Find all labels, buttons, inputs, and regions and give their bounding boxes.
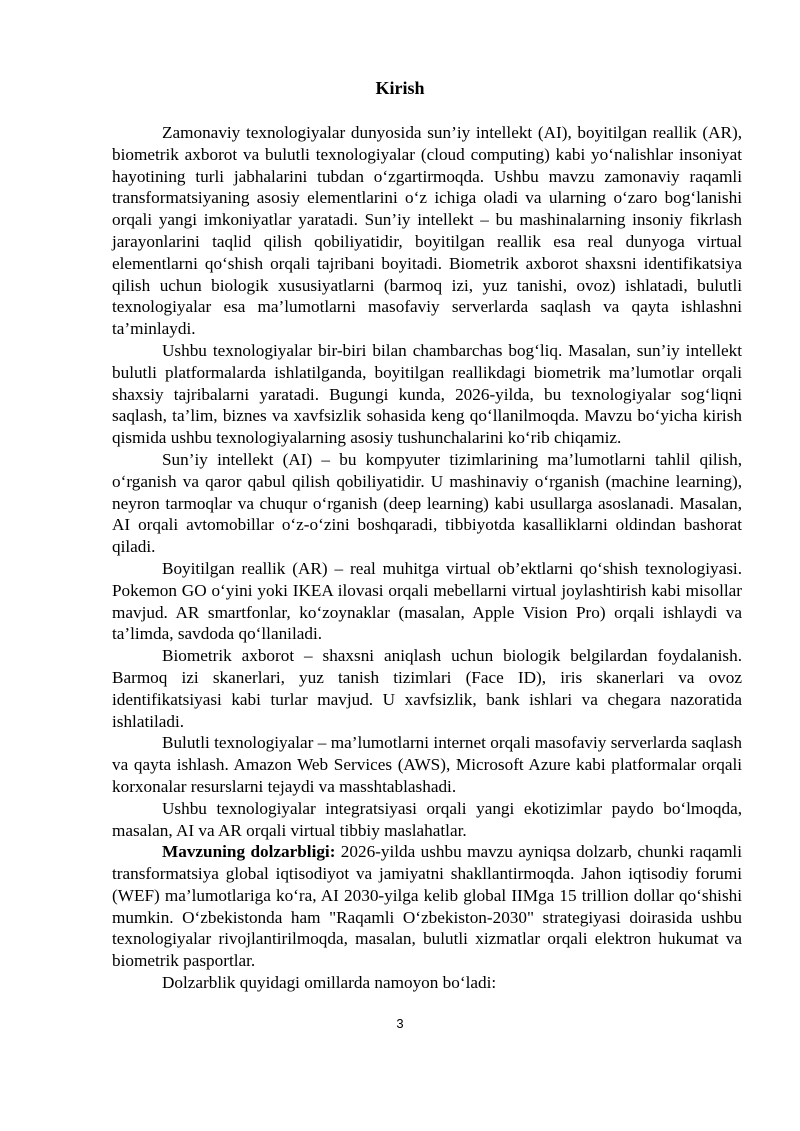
paragraph-6-text: Bulutli texnologiyalar – ma’lumotlarni internet orqali masofaviy serverlarda saqlash va qayta ishlash. Amazon Web Services (AWS), Microsoft Azure kabi platformalar orqali korxonalar resurslarni tejaydi va masshtablashadi. — [112, 733, 742, 796]
paragraph-2-text: Ushbu texnologiyalar bir-biri bilan chambarchas bog‘liq. Masalan, sun’iy intellekt bulutli platformalarda ishlatilganda, boyitilgan reallikdagi biometrik ma’lumotlar orqali shaxsiy tajribalarni yaratadi. Bugungi kunda, 2026-yilda, bu texnologiyalar sog‘liqni saqlash, ta’lim, biznes va xavfsizlik sohasida keng qo‘llanilmoqda. Mavzu bo‘yicha kirish qismida ushbu texnologiyalarning asosiy tushunchalarini ko‘rib chiqamiz. — [112, 340, 742, 448]
paragraph-5 — [112, 645, 742, 732]
body-text — [112, 122, 742, 994]
paragraph-7-text: Ushbu texnologiyalar integratsiyasi orqali yangi ekotizimlar paydo bo‘lmoqda, masalan, AI va AR orqali virtual tibbiy maslahatlar. — [112, 798, 742, 840]
page-title: Kirish — [375, 78, 425, 98]
paragraph-7 — [112, 798, 742, 842]
page-number: 3 — [396, 1016, 404, 1031]
paragraph-1 — [112, 122, 742, 340]
paragraph-4-text: Boyitilgan reallik (AR) – real muhitga virtual ob’ektlarni qo‘shish texnologiyasi. Pokemon GO o‘yini yoki IKEA ilovasi orqali mebellarni virtual joylashtirish kabi misollar mavjud. AR smartfonlar, ko‘zoynaklar (masalan, Apple Vision Pro) orqali ishlaydi va ta’limda, savdoda qo‘llaniladi. — [112, 558, 742, 644]
paragraph-9 — [112, 972, 742, 994]
paragraph-9-text: Dolzarblik quyidagi omillarda namoyon bo‘ladi: — [162, 973, 497, 993]
paragraph-3 — [112, 449, 742, 558]
paragraph-1-text: Zamonaviy texnologiyalar dunyosida sun’iy intellekt (AI), boyitilgan reallik (AR), biometrik axborot va bulutli texnologiyalar (cloud computing) kabi yo‘nalishlar insoniyat hayotining turli jabhalarini tubdan o‘zgartirmoqda. Ushbu mavzu zamonaviy raqamli transformatsiyaning asosiy elementlarini o‘z ichiga oladi va ularning o‘zaro bog‘lanishi orqali yangi imkoniyatlar yaratadi. Sun’iy intellekt – bu mashinalarning insoniy fikrlash jarayonlarini taqlid qilish qobiliyatidir, boyitilgan reallik esa real dunyoga virtual elementlarni qo‘shish orqali tajribani boyitadi. Biometrik axborot shaxsni identifikatsiya qilish uchun biologik xususiyatlarni (barmoq izi, yuz tanishi, ovoz) ishlatadi, bulutli texnologiyalar esa ma’lumotlarni masofaviy serverlarda saqlash va qayta ishlashni ta’minlaydi. — [112, 123, 742, 339]
paragraph-6 — [112, 732, 742, 797]
paragraph-5-text: Biometrik axborot – shaxsni aniqlash uchun biologik belgilardan foydalanish. Barmoq izi skanerlari, yuz tanish tizimlari (Face ID), iris skanerlari va ovoz identifikatsiyasi kabi turlar mavjud. U xavfsizlik, bank ishlari va chegara nazoratida ishlatiladi. — [112, 646, 742, 731]
paragraph-2 — [112, 340, 742, 449]
paragraph-8 — [112, 841, 742, 972]
paragraph-8-lead: Mavzuning dolzarbligi: — [162, 842, 336, 862]
paragraph-4 — [112, 558, 742, 645]
paragraph-3-text: Sun’iy intellekt (AI) – bu kompyuter tizimlarining ma’lumotlarni tahlil qilish, o‘rganish va qaror qabul qilish qobiliyatidir. U mashinaviy o‘rganish (machine learning), neyron tarmoqlar va chuqur o‘rganish (deep learning) kabi usullarga asoslanadi. Masalan, AI orqali avtomobillar o‘z-o‘zini boshqaradi, tibbiyotda kasalliklarni oldindan bashorat qiladi. — [112, 449, 742, 557]
paragraph-8-text: 2026-yilda ushbu mavzu ayniqsa dolzarb, chunki raqamli transformatsiya global iqtisodiyot va jamiyatni shakllantirmoqda. Jahon iqtisodiy forumi (WEF) ma’lumotlariga ko‘ra, AI 2030-yilga kelib global IIMga 15 trillion dollar qo‘shishi mumkin. O‘zbekistonda ham "Raqamli O‘zbekiston-2030" strategiyasi doirasida ushbu texnologiyalar rivojlantirilmoqda, masalan, bulutli xizmatlar orqali elektron hukumat va biometrik pasportlar. — [112, 842, 742, 971]
